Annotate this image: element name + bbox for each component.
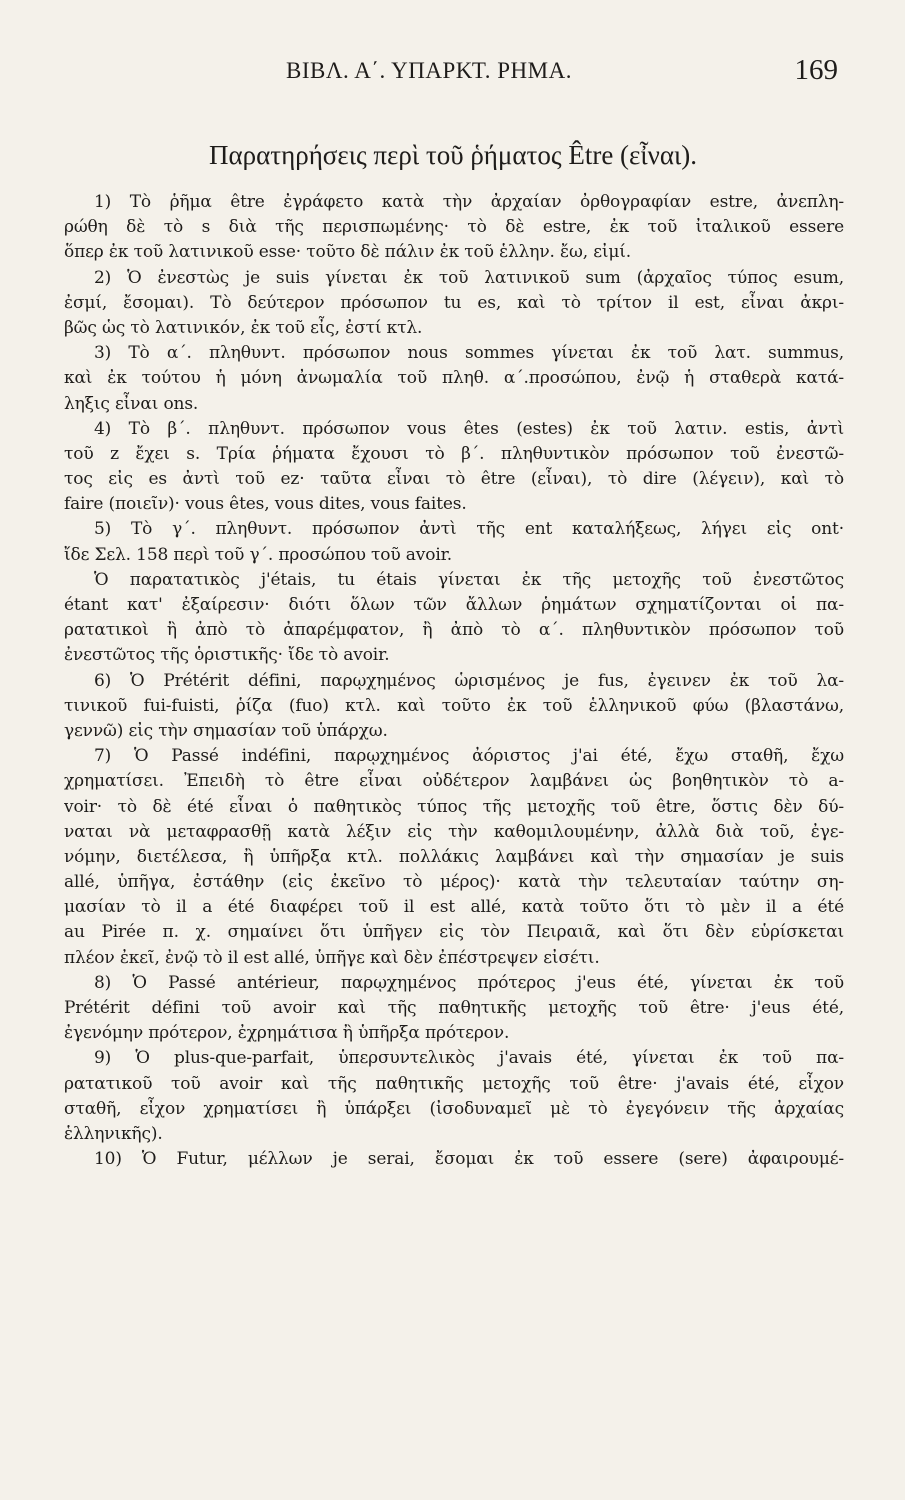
text-line: 8) Ὁ Passé antérieur, παρῳχημένος πρότερος j'eus été, γίνεται ἐκ τοῦ bbox=[94, 972, 844, 993]
text-line: faire (ποιεῖν)· vous êtes, vous dites, vous faites. bbox=[64, 494, 467, 515]
text-line: γεννῶ) εἰς τὴν σημασίαν τοῦ ὑπάρχω. bbox=[64, 720, 388, 741]
text-line: 10) Ὁ Futur, μέλλων je serai, ἔσομαι ἐκ τοῦ essere (sere) ἀφαιρουμέ- bbox=[94, 1149, 844, 1170]
running-head-title: ΒΙΒΛ. Α΄. ΥΠΑΡΚΤ. ΡΗΜΑ. bbox=[286, 58, 572, 83]
section-title: Παρατηρήσεις περὶ τοῦ ῥήματος Être (εἶναι). bbox=[208, 140, 698, 170]
text-line: χρηματίσει. Ἐπειδὴ τὸ être εἶναι οὐδέτερον λαμβάνει ὡς βοηθητικὸν τὸ a- bbox=[64, 771, 844, 792]
text-line: πλέον ἐκεῖ, ἐνῷ τὸ il est allé, ὑπῆγε καὶ δὲν ἐπέστρεψεν εἰσέτι. bbox=[64, 947, 600, 968]
text-line: 1) Τὸ ῥῆμα être ἐγράφετο κατὰ τὴν ἀρχαίαν ὀρθογραφίαν estre, ἀνεπλη- bbox=[94, 192, 844, 212]
text-line: étant κατ' ἐξαίρεσιν· διότι ὅλων τῶν ἄλλων ῥημάτων σχηματίζονται οἱ πα- bbox=[64, 595, 844, 615]
book-page bbox=[58, 0, 848, 1500]
text-line: ναται νὰ μεταφρασθῇ κατὰ λέξιν εἰς τὴν καθομιλουμένην, ἀλλὰ διὰ τοῦ, ἐγε- bbox=[64, 821, 844, 842]
text-line: voir· τὸ δὲ été εἶναι ὁ παθητικὸς τύπος τῆς μετοχῆς τοῦ être, ὅστις δὲν δύ- bbox=[64, 796, 844, 817]
text-line: νόμην, διετέλεσα, ἢ ὑπῆρξα κτλ. πολλάκις λαμβάνει καὶ τὴν σημασίαν je suis bbox=[64, 846, 844, 867]
text-line: ληξις εἶναι ons. bbox=[64, 393, 199, 414]
body-text bbox=[64, 190, 844, 1172]
text-line: 3) Τὸ α΄. πληθυντ. πρόσωπον nous sommes γίνεται ἐκ τοῦ λατ. summus, bbox=[94, 343, 844, 364]
text-line: τοῦ z ἔχει s. Τρία ῥήματα ἔχουσι τὸ β΄. πληθυντικὸν πρόσωπον τοῦ ἐνεστῶ- bbox=[64, 443, 844, 464]
text-line: τινικοῦ fui-fuisti, ῥίζα (fuo) κτλ. καὶ τοῦτο ἐκ τοῦ ἑλληνικοῦ φύω (βλαστάνω, bbox=[64, 695, 844, 716]
text-line: ἐγενόμην πρότερον, ἐχρημάτισα ἢ ὑπῆρξα πρότερον. bbox=[64, 1023, 510, 1044]
text-line: ρώθη δὲ τὸ s διὰ τῆς περισπωμένης· τὸ δὲ estre, ἐκ τοῦ ἰταλικοῦ essere bbox=[64, 217, 844, 238]
text-line: 7) Ὁ Passé indéfini, παρῳχημένος ἀόριστος j'ai été, ἔχω σταθῆ, ἔχω bbox=[94, 746, 844, 767]
text-line: Prétérit défini τοῦ avoir καὶ τῆς παθητικῆς μετοχῆς τοῦ être· j'eus été, bbox=[64, 998, 844, 1018]
text-line: 6) Ὁ Prétérit défini, παρῳχημένος ὡρισμένος je fus, ἐγεινεν ἐκ τοῦ λα- bbox=[94, 670, 844, 691]
text-line: σταθῆ, εἶχον χρηματίσει ἢ ὑπάρξει (ἰσοδυναμεῖ μὲ τὸ ἐγεγόνειν τῆς ἀρχαίας bbox=[64, 1098, 844, 1119]
text-line: 5) Τὸ γ΄. πληθυντ. πρόσωπον ἀντὶ τῆς ent καταλήξεως, λήγει εἰς ont· bbox=[94, 519, 844, 540]
text-line: 2) Ὁ ἐνεστὼς je suis γίνεται ἐκ τοῦ λατινικοῦ sum (ἀρχαῖος τύπος esum, bbox=[94, 267, 844, 288]
text-line: καὶ ἐκ τούτου ἡ μόνη ἀνωμαλία τοῦ πληθ. α΄.προσώπου, ἐνῷ ἡ σταθερὰ κατά- bbox=[64, 368, 844, 389]
running-head bbox=[58, 54, 848, 94]
text-line: ἑλληνικῆς). bbox=[64, 1123, 163, 1144]
text-line: au Pirée π. χ. σημαίνει ὅτι ὑπῆγεν εἰς τὸν Πειραιᾶ, καὶ ὅτι δὲν εὑρίσκεται bbox=[64, 922, 844, 943]
text-line: 4) Τὸ β΄. πληθυντ. πρόσωπον vous êtes (estes) ἐκ τοῦ λατιν. estis, ἀντὶ bbox=[94, 418, 844, 439]
text-line: ἐνεστῶτος τῆς ὁριστικῆς· ἴδε τὸ avoir. bbox=[64, 645, 390, 666]
text-line: μασίαν τὸ il a été διαφέρει τοῦ il est allé, κατὰ τοῦτο ὅτι τὸ μὲν il a été bbox=[64, 897, 844, 918]
text-line: ὅπερ ἐκ τοῦ λατινικοῦ esse· τοῦτο δὲ πάλιν ἐκ τοῦ ἑλλην. ἔω, εἰμί. bbox=[64, 242, 632, 263]
text-line: 9) Ὁ plus-que-parfait, ὑπερσυντελικὸς j'avais été, γίνεται ἐκ τοῦ πα- bbox=[94, 1048, 844, 1069]
page-number: 169 bbox=[794, 54, 838, 86]
text-line: allé, ὑπῆγα, ἐστάθην (εἰς ἐκεῖνο τὸ μέρος)· κατὰ τὴν τελευταίαν ταύτην ση- bbox=[64, 872, 844, 893]
text-line: βῶς ὡς τὸ λατινικόν, ἐκ τοῦ εἶς, ἐστί κτλ. bbox=[64, 317, 423, 338]
text-line: ρατατικοὶ ἢ ἀπὸ τὸ ἀπαρέμφατον, ἢ ἀπὸ τὸ α΄. πληθυντικὸν πρόσωπον τοῦ bbox=[64, 620, 844, 641]
text-line: ἐσμί, ἔσομαι). Τὸ δεύτερον πρόσωπον tu es, καὶ τὸ τρίτον il est, εἶναι ἀκρι- bbox=[64, 292, 844, 313]
text-line: τος εἰς es ἀντὶ τοῦ ez· ταῦτα εἶναι τὸ être (εἶναι), τὸ dire (λέγειν), καὶ τὸ bbox=[64, 469, 844, 490]
text-line: ἴδε Σελ. 158 περὶ τοῦ γ΄. προσώπου τοῦ avoir. bbox=[64, 544, 452, 565]
text-line: Ὁ παρατατικὸς j'étais, tu étais γίνεται ἐκ τῆς μετοχῆς τοῦ ἐνεστῶτος bbox=[94, 569, 844, 590]
text-line: ρατατικοῦ τοῦ avoir καὶ τῆς παθητικῆς μετοχῆς τοῦ être· j'avais été, εἶχον bbox=[64, 1073, 844, 1094]
